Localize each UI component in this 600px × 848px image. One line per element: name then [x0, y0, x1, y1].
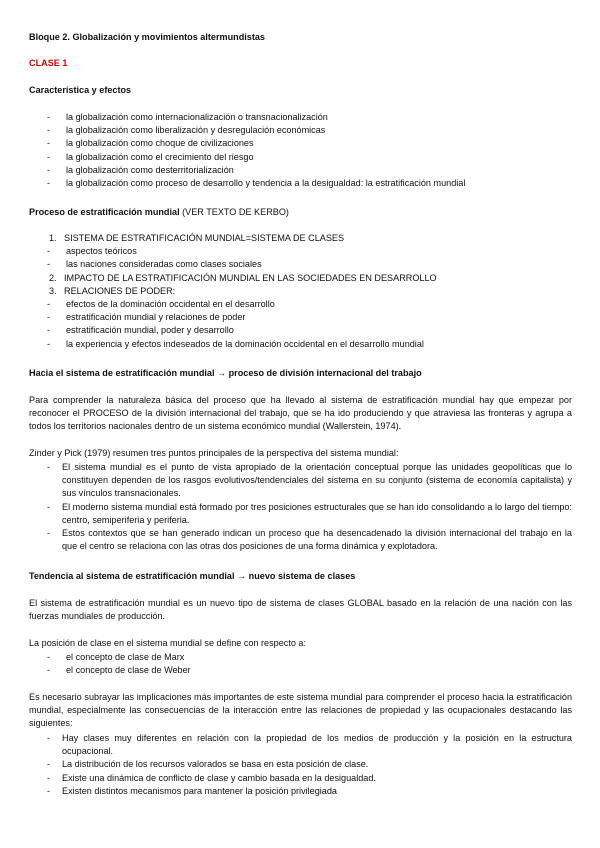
list-item: - estratificación mundial y relaciones de poder: [29, 311, 572, 324]
list-item: - la globalización como choque de civilizaciones: [29, 137, 572, 150]
list-item: - la globalización como liberalización y desregulación económicas: [29, 124, 572, 137]
list-item: - Estos contextos que se han generado indican un proceso que ha desencadenado la división internacional del trabajo en la que el centro se relaciona con las otras dos posiciones de una forma dinámica y explotadora.: [29, 527, 572, 553]
list-item: - la globalización como el crecimiento del riesgo: [29, 151, 572, 164]
paragraph-implicaciones: Es necesario subrayar las implicaciones más importantes de este sistema mundial para comprender el proceso hacia la estratificación mundial, especialmente las consecuencias de la interacción entre las relaciones de propiedad y las ocupacionales destacando las siguientes:: [29, 692, 572, 729]
zinder-list: [29, 461, 572, 553]
list-item: - Existen distintos mecanismos para mantener la posición privilegiada: [29, 785, 572, 798]
section-title-proceso-bold: Proceso de estratificación mundial: [29, 207, 180, 217]
class-label: CLASE 1: [29, 58, 68, 68]
list-item: - estratificación mundial, poder y desarrollo: [29, 324, 572, 337]
list-item: 2. IMPACTO DE LA ESTRATIFICACIÓN MUNDIAL EN LAS SOCIEDADES EN DESARROLLO: [49, 272, 437, 283]
list-item: - las naciones consideradas como clases sociales: [29, 258, 572, 271]
list-item: - el concepto de clase de Marx: [29, 651, 572, 664]
list-item: - El sistema mundial es el punto de vista apropiado de la orientación conceptual porque las unidades geopolíticas que lo constituyen dependen de los rasgos evolutivos/tendenciales del sistema en su conjunto (sistema de economía capitalista) y sus vínculos transnacionales.: [29, 461, 572, 501]
list-item: 3. RELACIONES DE PODER:: [49, 285, 176, 296]
paragraph-zinder-intro: Zinder y Pick (1979) resumen tres puntos principales de la perspectiva del sistema mundial:: [29, 448, 399, 458]
section-title-tendencia: Tendencia al sistema de estratificación mundial → nuevo sistema de clases: [29, 571, 356, 581]
list-item: - el concepto de clase de Weber: [29, 664, 572, 677]
list-item: - efectos de la dominación occidental en el desarrollo: [29, 298, 572, 311]
list-item: - la experiencia y efectos indeseados de la dominación occidental en el desarrollo mundial: [29, 338, 572, 351]
caracteristicas-list: [29, 111, 572, 190]
document-header: Bloque 2. Globalización y movimientos altermundistas: [29, 32, 265, 42]
list-item: - la globalización como desterritorialización: [29, 164, 572, 177]
list-item: - la globalización como internacionalización o transnacionalización: [29, 111, 572, 124]
section-title-proceso-note: (VER TEXTO DE KERBO): [179, 207, 289, 217]
list-item: - Hay clases muy diferentes en relación con la propiedad de los medios de producción y la posición en la estructura ocupacional.: [29, 732, 572, 758]
section-title-hacia: Hacia el sistema de estratificación mundial → proceso de división internacional del trabajo: [29, 368, 422, 378]
list-item: - El moderno sistema mundial está formado por tres posiciones estructurales que se han ido consolidando a lo largo del tiempo: centro, semiperiferia y periferia.: [29, 501, 572, 527]
clase-concepts-list: [29, 651, 572, 677]
proceso-list: [29, 232, 572, 351]
list-item: 1. SISTEMA DE ESTRATIFICACIÓN MUNDIAL=SISTEMA DE CLASES: [49, 233, 345, 243]
section-title-caracteristicas: Característica y efectos: [29, 85, 132, 95]
list-item: - La distribución de los recursos valorados se basa en esta posición de clase.: [29, 758, 572, 771]
paragraph-posicion-intro: La posición de clase en el sistema mundial se define con respecto a:: [29, 638, 307, 648]
implicaciones-list: [29, 732, 572, 798]
paragraph-hacia: Para comprender la naturaleza básica del proceso que ha llevado al sistema de estratificación mundial hay que empezar por reconocer el PROCESO de la división internacional del trabajo, que se ha ido produciendo y que atraviesa las fronteras y agrupa a todos los territorios nacionales dentro de un sistema económico mundial (Wallerstein, 1974).: [29, 395, 572, 432]
list-item: - la globalización como proceso de desarrollo y tendencia a la desigualdad: la estratificación mundial: [29, 177, 572, 190]
list-item: - aspectos teóricos: [29, 245, 572, 258]
paragraph-tendencia: El sistema de estratificación mundial es un nuevo tipo de sistema de clases GLOBAL basado en la relación de una nación con las fuerzas mundiales de producción.: [29, 598, 572, 622]
section-title-proceso: [29, 206, 572, 219]
list-item: - Existe una dinámica de conflicto de clase y cambio basada en la desigualdad.: [29, 772, 572, 785]
